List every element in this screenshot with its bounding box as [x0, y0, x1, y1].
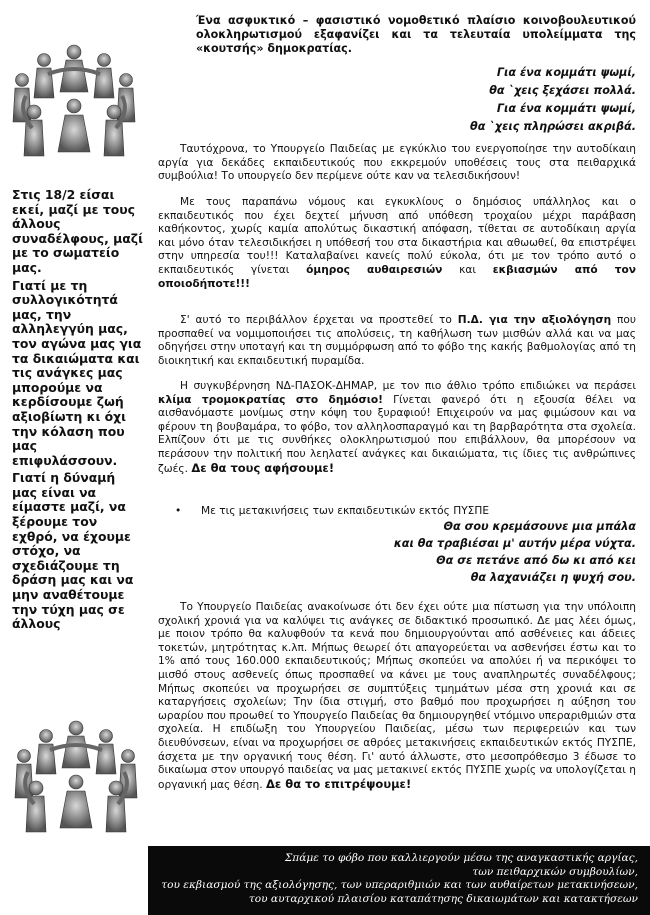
- emphasis-text: κλίμα τρομοκρατίας στο δημόσιο!: [158, 393, 383, 406]
- paragraph-text: Σ' αυτό το περιβάλλον έρχεται να προστεθεί το: [180, 314, 452, 326]
- paragraph-text: Το Υπουργείο Παιδείας ανακοίνωσε ότι δεν έχει ούτε μια πίστωση για την υπόλοιπη σχολική χρονιά για να καλύψει τις ανάγκες σε διδακτικό προσωπικό. Δε μας λέει όμως, με ποιον τρόπο θα καλυφθούν τα κενά που δημιουργούνται από ασθένειες και άδειες τοκετών, μητρότητας κ.λπ. Μήπως θεωρεί ότι απαγορεύεται να ασθενήσει έστω και το 1% από τους 160.000 εκπαιδευτικούς; Μήπως σκοπεύει να απολύει ή να περικόψει το μισθό στους ασθενείς όπως προσπαθεί να κάνει με τους αναπληρωτές συναδέλφους; Μήπως σκοπεύει να προχωρήσει σε συμπτύξεις τμημάτων μέσα στη χρονιά και σε καταργήσεις σχολείων; Την ίδια στιγμή, στο βαθμό που προχωρήσει η αύξηση του ωραρίου που προωθεί το Υπουργείο Παιδείας θα δημιουργηθεί ντόμινο υπεραριθμιών στα σχολεία. Η επιδίωξη του Υπουργείου Παιδείας, μέσω των περιφερειών και των διευθύνσεων, είναι να προχωρήσει σε αθρόες μετακινήσεις εκπαιδευτικών εκτός ΠΥΣΠΕ, άσχετα με την οργανική τους θέση. Γι' αυτό άλλωστε, στο μεσοπρόθεσμο 3 έδωσε το δικαίωμα στον υπουργό παιδείας να μας μετακινεί εκτός ΠΥΣΠΕ χωρίς να υπολογίζεται η οργανική μας θέση.: [158, 601, 636, 791]
- bullet-icon: •: [175, 505, 182, 517]
- emphasis-text: όμηρος αυθαιρεσιών: [306, 263, 443, 276]
- paragraph-5: [158, 601, 636, 792]
- left-column-callout: [6, 188, 144, 632]
- bullet-item: [175, 505, 489, 517]
- paragraph-3: [158, 314, 636, 368]
- paragraph-text: και: [459, 263, 476, 276]
- paragraph-4: [158, 380, 636, 476]
- paragraph-2: [158, 196, 636, 291]
- paragraph-text: Η συγκυβέρνηση ΝΔ-ΠΑΣΟΚ-ΔΗΜΑΡ, με τον πιο άθλιο τρόπο επιδιώκει να περάσει: [180, 380, 636, 392]
- emphasis-text: εκβιασμών από τον οποιοδήποτε!!!: [158, 263, 636, 290]
- emphasis-text: Δε θα τους αφήσουμε!: [191, 460, 335, 475]
- banner-line: Σπάμε το φόβο που καλλιεργούν μέσω της αναγκαστικής αργίας,: [284, 852, 638, 864]
- people-circle-icon: [4, 40, 144, 160]
- poem-line: θα `χεις ξεχάσει πολλά.: [489, 84, 636, 97]
- bullet-text: Με τις μετακινήσεις των εκπαιδευτικών εκτός ΠΥΣΠΕ: [201, 505, 490, 517]
- people-circle-icon: [6, 716, 146, 836]
- intro-paragraph: Ένα ασφυκτικό – φασιστικό νομοθετικό πλαίσιο κοινοβουλευτικού ολοκληρωτισμού εξαφανίζει και τα τελευταία υπολείμματα της «κουτσής» δημοκρατίας.: [196, 14, 636, 55]
- poem-bread: [470, 64, 636, 136]
- poem-line: Θα σου κρεμάσουνε μια μπάλα: [443, 520, 636, 533]
- banner-line: των πειθαρχικών συμβουλίων,: [472, 865, 638, 878]
- paragraph-1: [158, 143, 636, 184]
- emphasis-text: Π.Δ. για την αξιολόγηση: [457, 314, 612, 326]
- emphasis-text: Δε θα το επιτρέψουμε!: [265, 776, 412, 791]
- callout-paragraph: Στις 18/2 είσαι εκεί, μαζί με τους άλλους συναδέλφους, μαζί με το σωματείο μας.: [12, 187, 143, 275]
- poem-line: θα `χεις πληρώσει ακριβά.: [470, 120, 636, 133]
- paragraph-text: Με τους παραπάνω νόμους και εγκυκλίους ο δημόσιος υπάλληλος και ο εκπαιδευτικός που έχει δεχτεί μήνυση από υπόθεση τροχαίου μέχρι παράβαση καθήκοντος, χωρίς καμία απολύτως δικαστική απόφαση, τίθεται σε αυτοδίκαιη αργία και μόνο όταν τελεσιδικήσει η υπόθεσή του στα δικαστήρια και αθωωθεί, θα επιστρέψει στην υπηρεσία του!!! Καταλαβαίνει κανείς πολύ εύκολα, ότι με τον τρόπο αυτό ο εκπαιδευτικός γίνεται: [158, 196, 636, 276]
- poem-line: Για ένα κομμάτι ψωμί,: [496, 66, 636, 79]
- poem-line: Για ένα κομμάτι ψωμί,: [496, 102, 636, 115]
- poem-line: και θα τραβιέσαι μ' αυτήν μέρα νύχτα.: [393, 537, 636, 550]
- closing-banner: [148, 846, 650, 915]
- poem-line: Θα σε πετάνε από δω κι από κει: [436, 554, 636, 567]
- callout-paragraph: Γιατί με τη συλλογικότητά μας, την αλληλεγγύη μας, τον αγώνα μας για τα δικαιώματα και τις ανάγκες μας μπορούμε να κερδίσουμε ζωή αξιοβίωτη κι όχι την κόλαση που μας επιφυλάσσουν.: [12, 277, 142, 468]
- callout-paragraph: Γιατί η δύναμή μας είναι να είμαστε μαζί, να ξέρουμε τον εχθρό, να έχουμε στόχο, να σχεδιάζουμε τη δράση μας και να μην αναθέτουμε την τύχη μας σε άλλους: [12, 470, 134, 632]
- paragraph-text: Ταυτόχρονα, το Υπουργείο Παιδείας με εγκύκλιο του ενεργοποίησε την αυτοδίκαιη αργία για δεκάδες εκπαιδευτικούς που εκκρεμούν υποθέσεις τους στα πειθαρχικά συμβούλια! Το υπουργείο δεν περίμενε ούτε καν να τελεσιδικήσουν!: [158, 143, 636, 183]
- poem-line: θα λαχανιάζει η ψυχή σου.: [470, 571, 636, 584]
- poem-ball: [394, 518, 636, 586]
- paragraph-text: Γίνεται φανερό ότι η εξουσία θέλει να αισθανόμαστε μονίμως στην κόψη του ξυραφιού! Επιχειρούν να μας φιμώσουν και να φέρουν τη βουβαμάρα, το φόβο, τον αλληλοσπαραγμό και τη βαρβαρότητα στα σχολεία. Ελπίζουν ότι με τις συνθήκες ολοκληρωτισμού που επιβάλλουν, θα μπορέσουν να περάσουν την πολιτική που λεηλατεί ανάγκες και δικαιώματα, τις ίδιες τις ανθρώπινες ζωές.: [158, 393, 637, 475]
- banner-line: του εκβιασμού της αξιολόγησης, των υπεραριθμιών και των αυθαίρετων μετακινήσεων,: [161, 879, 638, 892]
- banner-line: του αυταρχικού πλαισίου καταπάτησης δικαιωμάτων και κατακτήσεων: [248, 892, 638, 905]
- paragraph-text: που προσπαθεί να νομιμοποιήσει τις απολύσεις, τη καθήλωση των μισθών αλλά και να μας οδηγήσει στην υποταγή και τη συμμόρφωση από το φόβο της κακής βαθμολογίας από τη διοικητική και εκπαιδευτική πυραμίδα.: [158, 314, 637, 367]
